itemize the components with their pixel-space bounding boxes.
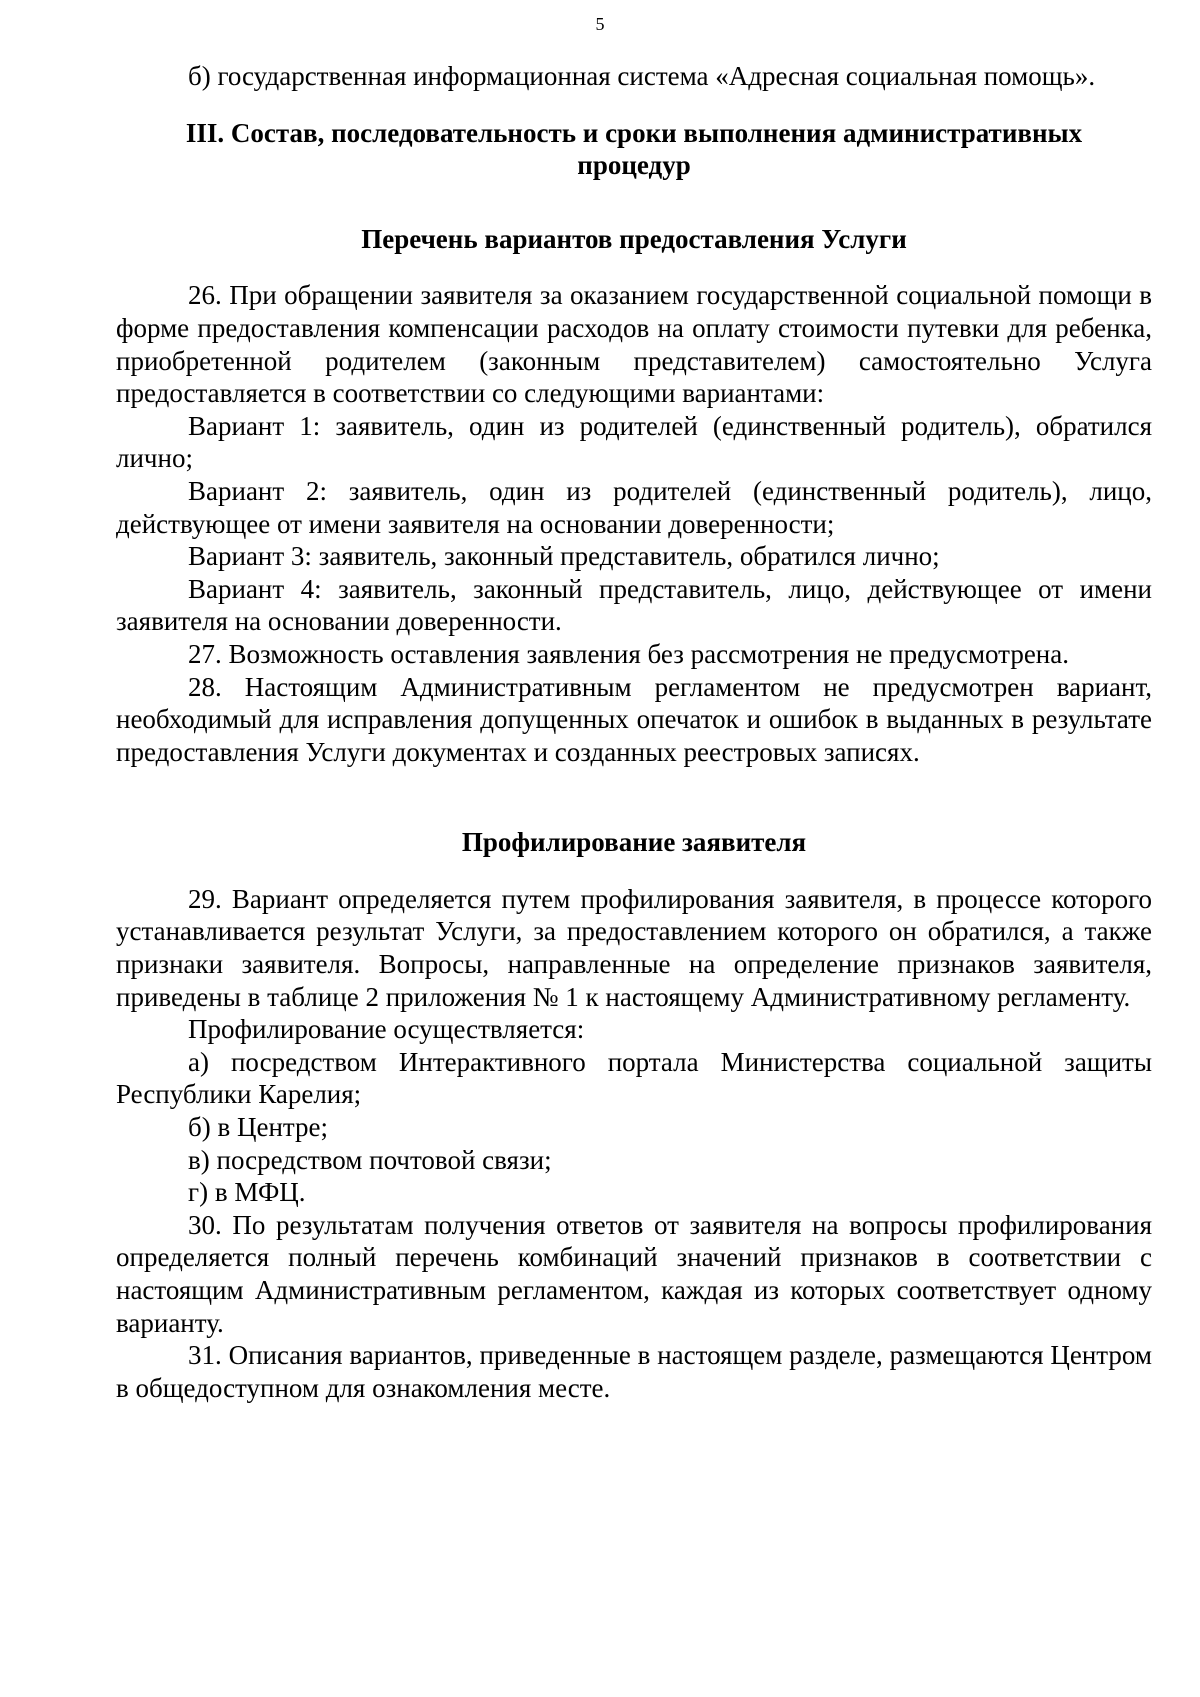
variant-1: Вариант 1: заявитель, один из родителей (единственный родитель), обратился лично; — [116, 410, 1152, 474]
page-number: 5 — [595, 14, 605, 34]
variant-2: Вариант 2: заявитель, один из родителей (единственный родитель), лицо, действующее от имени заявителя на основании доверенности; — [116, 475, 1152, 539]
profiling-intro: Профилирование осуществляется: — [188, 1014, 585, 1045]
subsection-title-variants: Перечень вариантов предоставления Услуги — [361, 223, 907, 254]
paragraph-31: 31. Описания вариантов, приведенные в настоящем разделе, размещаются Центром в общедоступном для ознакомления месте. — [116, 1340, 1152, 1403]
paragraph-29: 29. Вариант определяется путем профилирования заявителя, в процессе которого устанавливается результат Услуги, за предоставлением которого он обратился, а также признаки заявителя. Вопросы, направленные на определение признаков заявителя, приведены в таблице 2 приложения № 1 к настоящему Административному регламенту. — [116, 883, 1152, 1012]
paragraph-28: 28. Настоящим Административным регламентом не предусмотрен вариант, необходимый для исправления допущенных опечаток и ошибок в выданных в результате предоставления Услуги документах и созданных реестровых записях. — [116, 671, 1152, 767]
profiling-item-v: в) посредством почтовой связи; — [188, 1144, 552, 1175]
section-title — [116, 117, 1152, 182]
profiling-item-a: а) посредством Интерактивного портала Министерства социальной защиты Республики Карелия; — [116, 1046, 1152, 1110]
profiling-paragraphs — [116, 883, 1152, 1405]
paragraph-26: 26. При обращении заявителя за оказанием государственной социальной помощи в форме предоставления компенсации расходов на оплату стоимости путевки для ребенка, приобретенной родителем (законным представителем) самостоятельно Услуга предоставляется в соответствии со следующими вариантами: — [116, 280, 1152, 409]
intro-item: б) государственная информационная система «Адресная социальная помощь». — [188, 61, 1096, 91]
variant-4: Вариант 4: заявитель, законный представитель, лицо, действующее от имени заявителя на основании доверенности. — [116, 573, 1152, 637]
variant-3: Вариант 3: заявитель, законный представитель, обратился лично; — [188, 541, 940, 572]
paragraph-30: 30. По результатам получения ответов от заявителя на вопросы профилирования определяется полный перечень комбинаций значений признаков в соответствии с настоящим Административным регламентом, каждая из которых соответствует одному варианту. — [116, 1209, 1152, 1338]
subsection-title-profiling: Профилирование заявителя — [461, 827, 807, 858]
section-title-line-1: III. Состав, последовательность и сроки выполнения административных — [185, 117, 1083, 148]
document-body — [116, 60, 1152, 1404]
profiling-item-g: г) в МФЦ. — [188, 1177, 306, 1208]
profiling-item-b: б) в Центре; — [188, 1112, 329, 1143]
section-title-line-2: процедур — [577, 150, 691, 181]
variants-paragraphs — [116, 279, 1152, 768]
paragraph-27: 27. Возможность оставления заявления без рассмотрения не предусмотрена. — [188, 638, 1069, 669]
